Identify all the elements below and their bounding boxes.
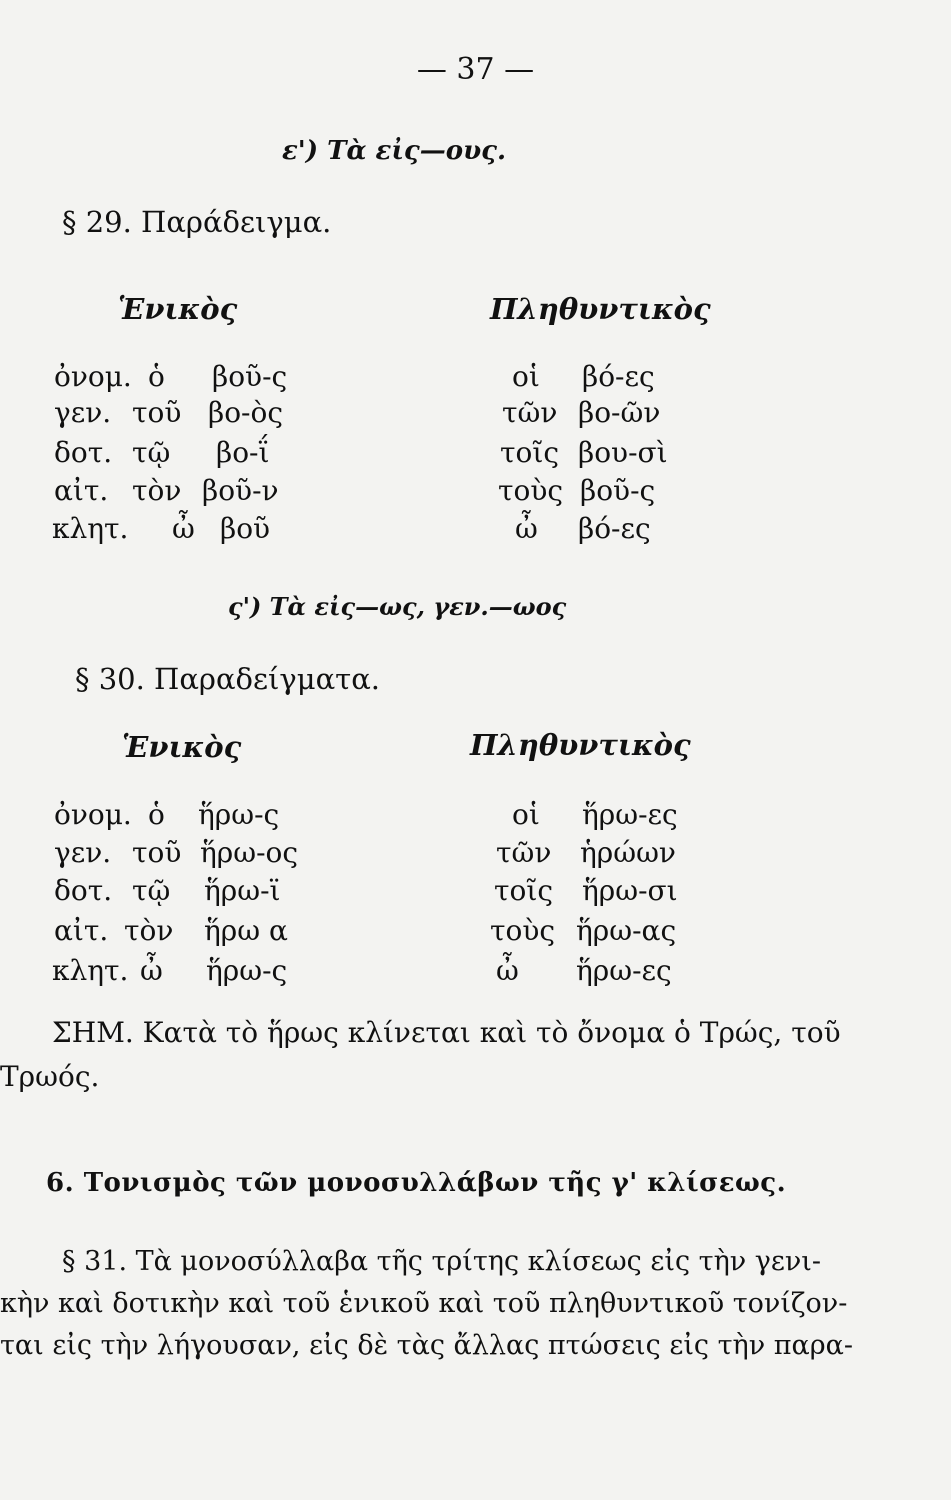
subtitle-st: ς') Τὰ εἰς—ως, γεν.—ωος — [228, 592, 567, 621]
table-row — [0, 360, 951, 400]
form-plural: ἡρώων — [580, 836, 676, 869]
note-line-1: ΣΗΜ. Κατὰ τὸ ἥρως κλίνεται καὶ τὸ ὄνομα ὁ Τρώς, τοῦ — [52, 1016, 841, 1049]
section-30-heading: § 30. Παραδείγματα. — [75, 662, 381, 696]
form-plural: ἥρω-σι — [582, 874, 678, 907]
case-label: ὀνομ. — [54, 360, 132, 393]
article-singular: ὁ — [148, 360, 165, 393]
form-singular: ἥρω-ς — [206, 954, 288, 987]
form-singular: ἥρω α — [204, 914, 288, 947]
section-31-line-2: κὴν καὶ δοτικὴν καὶ τοῦ ἑνικοῦ καὶ τοῦ πληθυντικοῦ τονίζον- — [0, 1288, 848, 1319]
article-plural: ὦ — [496, 954, 519, 987]
form-plural: βό-ες — [582, 360, 655, 393]
form-singular: βοῦ — [220, 512, 271, 545]
form-plural: ἥρω-ες — [576, 954, 672, 987]
case-label: δοτ. — [54, 874, 113, 907]
page-number: — 37 — — [416, 52, 535, 87]
article-plural: τοὺς — [490, 914, 556, 947]
heading-6: 6. Τονισμὸς τῶν μονοσυλλάβων τῆς γ' κλίσεως. — [46, 1168, 787, 1198]
case-label: κλητ. — [52, 512, 129, 545]
article-singular: ὦ — [172, 512, 195, 545]
article-plural: τοῖς — [494, 874, 554, 907]
form-singular: βοῦ-ς — [212, 360, 288, 393]
case-label: γεν. — [54, 396, 112, 429]
form-plural: βό-ες — [578, 512, 651, 545]
section-29-heading: § 29. Παράδειγμα. — [62, 205, 332, 239]
table-row — [0, 396, 951, 436]
table-row — [0, 512, 951, 552]
article-plural: τῶν — [502, 396, 558, 429]
form-singular: ἥρω-ϊ — [204, 874, 281, 907]
article-plural: τῶν — [496, 836, 552, 869]
form-singular: βο-ὸς — [208, 396, 284, 429]
article-singular: τὸν — [132, 474, 182, 507]
table-row — [0, 954, 951, 994]
case-label: κλητ. — [52, 954, 129, 987]
case-label: γεν. — [54, 836, 112, 869]
article-singular: ὁ — [148, 798, 165, 831]
article-singular: τὸν — [124, 914, 174, 947]
form-plural: ἥρω-ας — [576, 914, 677, 947]
article-plural: ὦ — [515, 512, 538, 545]
form-plural: βοῦ-ς — [580, 474, 656, 507]
form-singular: βο-ΐ — [216, 436, 270, 469]
form-singular: ἥρω-ος — [200, 836, 299, 869]
case-label: αἰτ. — [54, 474, 109, 507]
case-label: αἰτ. — [54, 914, 109, 947]
article-plural: τοὺς — [498, 474, 564, 507]
table1-plural-header: Πληθυντικὸς — [490, 292, 711, 326]
article-singular: τῷ — [132, 436, 171, 469]
form-plural: βο-ῶν — [578, 396, 661, 429]
article-plural: οἱ — [512, 798, 540, 831]
section-31-line-1: § 31. Τὰ μονοσύλλαβα τῆς τρίτης κλίσεως εἰς τὴν γενι- — [62, 1246, 822, 1277]
article-plural: οἱ — [512, 360, 540, 393]
form-plural: βου-σὶ — [578, 436, 668, 469]
case-label: δοτ. — [54, 436, 113, 469]
form-singular: βοῦ-ν — [202, 474, 279, 507]
note-line-2: Τρωός. — [0, 1060, 100, 1093]
table2-plural-header: Πληθυντικὸς — [470, 728, 691, 762]
form-plural: ἥρω-ες — [582, 798, 678, 831]
table-row — [0, 798, 951, 838]
article-singular: τοῦ — [132, 396, 182, 429]
table-row — [0, 874, 951, 914]
form-singular: ἥρω-ς — [198, 798, 280, 831]
table-row — [0, 914, 951, 954]
article-singular: τῷ — [132, 874, 171, 907]
table2-singular-header: Ἑνικὸς — [122, 730, 242, 764]
article-singular: ὦ — [140, 954, 163, 987]
table-row — [0, 436, 951, 476]
article-singular: τοῦ — [132, 836, 182, 869]
case-label: ὀνομ. — [54, 798, 132, 831]
section-31-line-3: ται εἰς τὴν λήγουσαν, εἰς δὲ τὰς ἄλλας πτώσεις εἰς τὴν παρα- — [0, 1330, 853, 1361]
article-plural: τοῖς — [500, 436, 560, 469]
subtitle-e: ε') Τὰ εἰς—ους. — [282, 136, 507, 166]
table-row — [0, 474, 951, 514]
table1-singular-header: Ἑνικὸς — [118, 292, 238, 326]
table-row — [0, 836, 951, 876]
